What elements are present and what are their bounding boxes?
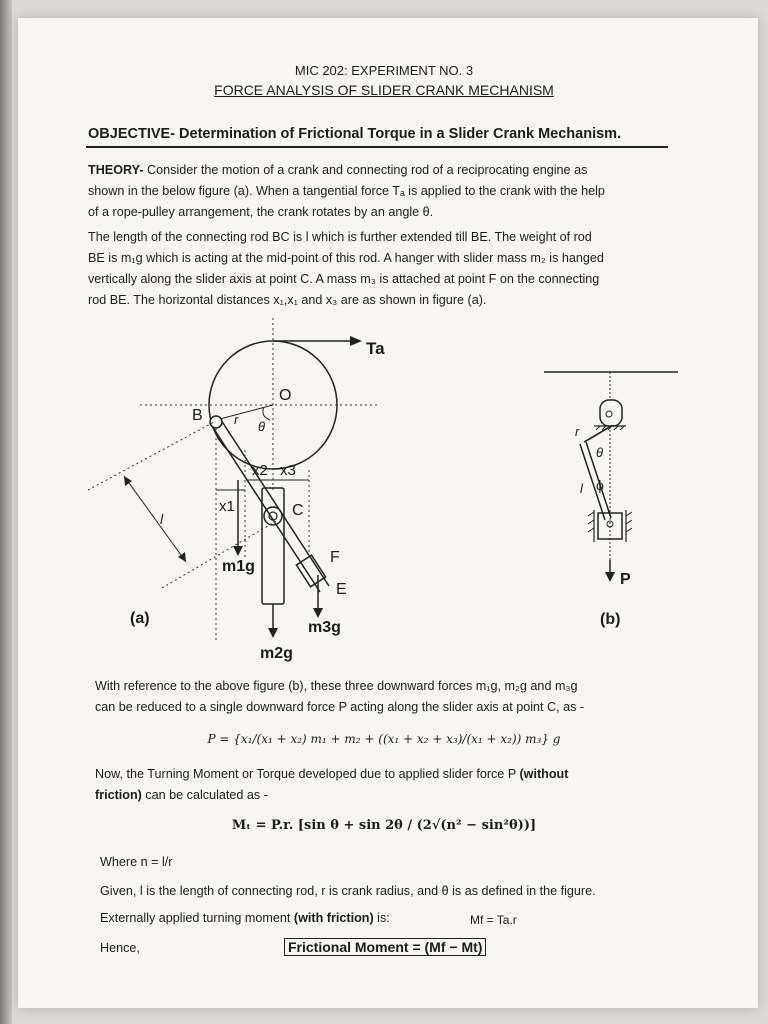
document-title: FORCE ANALYSIS OF SLIDER CRANK MECHANISM	[214, 82, 554, 98]
description-paragraph	[88, 227, 688, 311]
point-o-label: O	[279, 387, 292, 404]
experiment-number: MIC 202: EXPERIMENT NO. 3	[294, 63, 474, 78]
p-arrow-icon	[605, 572, 615, 582]
crank-r-label: r	[234, 412, 239, 427]
result-box: Frictional Moment = (Mf − Mt)	[284, 938, 486, 956]
external-text-a: Externally applied turning moment	[100, 911, 294, 925]
slider-block	[262, 488, 284, 604]
given-line: Given, l is the length of connecting rod, r is crank radius, and θ is as defined in the figure.	[100, 884, 596, 898]
pin-c-outer	[264, 507, 282, 525]
torque-line-2a: friction)	[95, 788, 142, 802]
theta-a-label: θ	[258, 419, 266, 434]
m1g-label: m1g	[222, 558, 255, 575]
theory-line-2: shown in the below figure (a). When a tangential force Tₐ is applied to the crank with the help	[88, 184, 605, 198]
description-line-3: vertically along the slider axis at point C. A mass m₃ is attached at point F on the connecting	[88, 272, 600, 286]
reduction-line-2: can be reduced to a single downward force P acting along the slider axis at point C, as -	[95, 700, 585, 714]
m3g-arrow-icon	[313, 608, 323, 618]
objective-line	[88, 126, 621, 142]
x1-label: x1	[219, 498, 235, 515]
point-b-label: B	[192, 407, 203, 424]
external-text-b: (with friction)	[293, 911, 374, 925]
x2-label: x2	[252, 462, 268, 479]
l-arrow-bottom-icon	[178, 552, 186, 562]
figure-b-caption: (b)	[600, 611, 621, 628]
m1g-arrow-icon	[233, 546, 243, 556]
m3g-label: m3g	[308, 619, 341, 636]
objective-text: Determination of Frictional Torque in a Slider Crank Mechanism.	[175, 126, 622, 142]
torque-line-1b: (without	[519, 767, 569, 781]
crank-link-2	[588, 426, 611, 440]
reduction-paragraph	[95, 676, 695, 718]
figure-a-caption: (a)	[130, 610, 150, 627]
torque-paragraph	[95, 764, 695, 806]
point-c-label: C	[292, 502, 304, 519]
pivot-pin	[606, 411, 612, 417]
theory-label: THEORY-	[88, 163, 144, 177]
l-guide-bottom	[162, 520, 278, 588]
l-dimension-line	[124, 476, 186, 562]
description-line-1: The length of the connecting rod BC is l which is further extended till BE. The weight of rod	[88, 230, 592, 244]
ta-arrow-icon	[350, 336, 362, 346]
torque-line-1a: Now, the Turning Moment or Torque developed due to applied slider force P	[95, 767, 520, 781]
torque-line-2b: can be calculated as -	[141, 788, 268, 802]
external-moment-line	[100, 908, 390, 929]
ta-label: Ta	[366, 339, 385, 358]
figure-b-p-label: P	[620, 571, 631, 588]
l-arrow-top-icon	[124, 476, 132, 486]
reduction-line-1: With reference to the above figure (b), these three downward forces m₁g, m₂g and m₃g	[95, 679, 578, 693]
figure-b-r-label: r	[575, 424, 580, 439]
objective-label: OBJECTIVE-	[88, 126, 176, 142]
equation-mt: Mₜ = P.r. [sin θ + sin 2θ / (2√(n² − sin²θ))]	[231, 818, 537, 833]
figure-b-l-label: l	[580, 481, 583, 496]
crank-pivot	[600, 400, 622, 426]
x3-label: x3	[280, 462, 296, 479]
theory-line-1: Consider the motion of a crank and connecting rod of a reciprocating engine as	[143, 163, 588, 177]
l-label: l	[160, 511, 164, 527]
figure-b-phi-label: ϕ	[596, 477, 604, 493]
point-f-label: F	[330, 549, 340, 566]
external-text-c: is:	[373, 911, 390, 925]
crank-radius-line	[216, 405, 273, 420]
page-edge	[0, 0, 12, 1024]
m2g-label: m2g	[260, 645, 293, 662]
l-guide-top	[88, 422, 214, 490]
hence-label: Hence,	[100, 941, 140, 955]
equation-p: P = {x₁/(x₁ + x₂) m₁ + m₂ + ((x₁ + x₂ + x₃)/(x₁ + x₂)) m₃} g	[207, 732, 561, 746]
mass-f-block	[296, 555, 325, 587]
figure-b-diagram	[538, 360, 688, 630]
objective-rule	[86, 146, 668, 148]
theory-line-3: of a rope-pulley arrangement, the crank rotates by an angle θ.	[88, 205, 434, 219]
m2g-arrow-icon	[268, 628, 278, 638]
theory-paragraph	[88, 160, 688, 223]
where-line: Where n = l/r	[100, 855, 173, 869]
description-line-2: BE is m₁g which is acting at the mid-point of this rod. A hanger with slider mass m₂ is hanged	[88, 251, 604, 265]
description-line-4: rod BE. The horizontal distances x₁,x₁ and x₃ are as shown in figure (a).	[88, 293, 487, 307]
external-formula: Mf = Ta.r	[470, 913, 517, 927]
figure-b-theta-label: θ	[596, 445, 604, 460]
figure-a-diagram	[80, 310, 400, 670]
point-e-label: E	[336, 581, 347, 598]
